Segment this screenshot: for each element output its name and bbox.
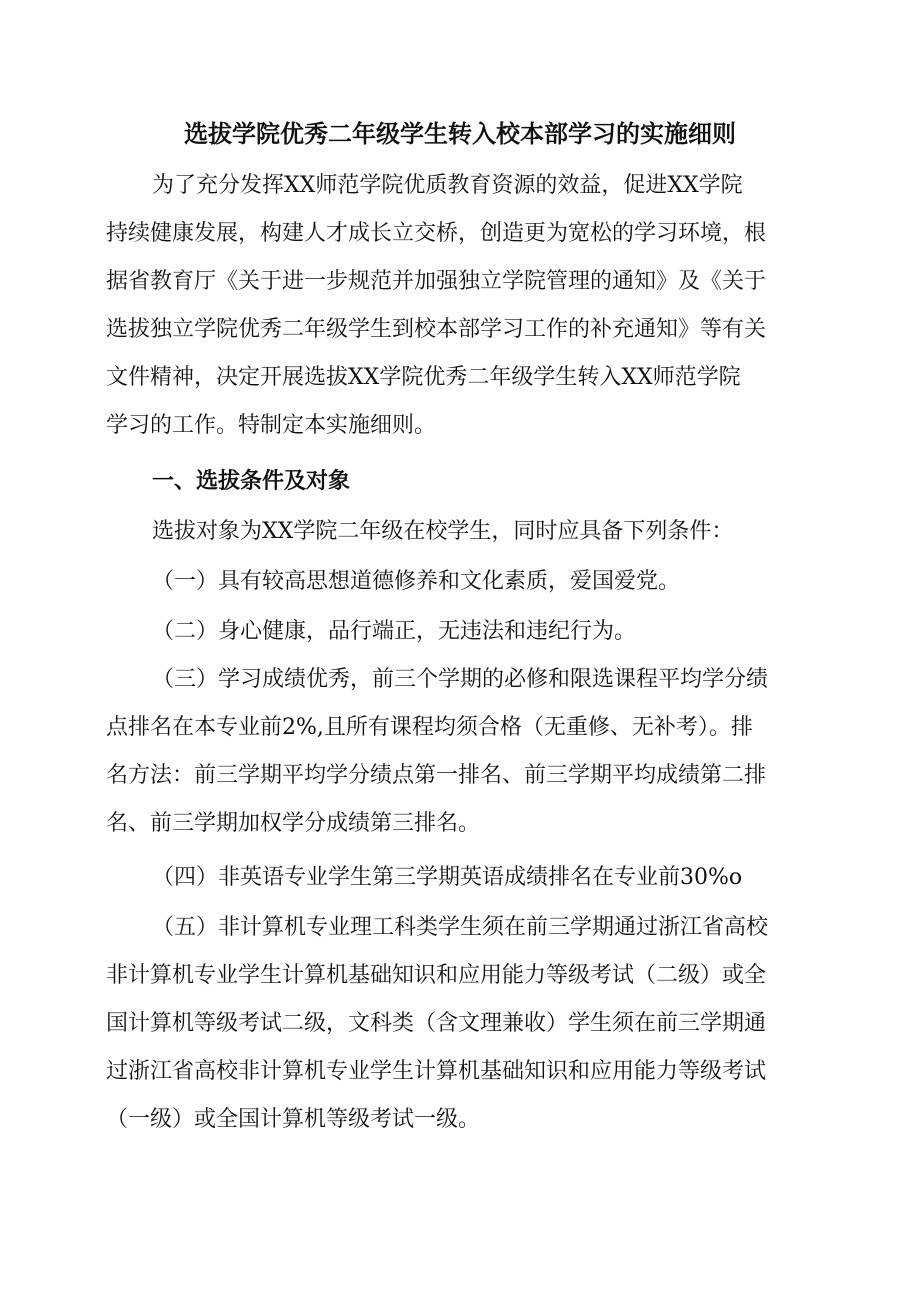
condition-2 (106, 608, 806, 656)
section-intro (106, 508, 806, 556)
condition-line: 非计算机专业学生计算机基础知识和应用能力等级考试（二级）或全 (106, 963, 767, 988)
condition-line: （一）具有较高思想道德修养和文化素质，爱国爱党。 (152, 569, 681, 594)
intro-paragraph (106, 162, 806, 450)
condition-line: （一级）或全国计算机等级考试一级。 (106, 1107, 481, 1132)
intro-line: 据省教育厅《关于进一步规范并加强独立学院管理的通知》及《关于 (106, 269, 767, 294)
section-intro-line: 选拔对象为XX学院二年级在校学生，同时应具备下列条件： (152, 519, 734, 544)
condition-line: 过浙江省高校非计算机专业学生计算机基础知识和应用能力等级考试 (106, 1059, 767, 1084)
condition-5 (106, 904, 806, 1144)
intro-line: 持续健康发展，构建人才成长立交桥，创造更为宽松的学习环境，根 (106, 221, 767, 246)
section-heading: 一、选拔条件及对象 (152, 469, 351, 494)
condition-line: （四）非英语专业学生第三学期英语成绩排名在专业前30%o (152, 865, 743, 890)
condition-line: （五）非计算机专业理工科类学生须在前三学期通过浙江省高校 (152, 915, 769, 940)
document-title: 选拔学院优秀二年级学生转入校本部学习的实施细则 (184, 120, 736, 148)
intro-line: 学习的工作。特制定本实施细则。 (106, 413, 437, 438)
intro-line: 为了充分发挥XX师范学院优质教育资源的效益，促进XX学院 (152, 173, 743, 198)
condition-line: （二）身心健康，品行端正，无违法和违纪行为。 (152, 619, 637, 644)
intro-line: 选拔独立学院优秀二年级学生到校本部学习工作的补充通知》等有关 (106, 317, 767, 342)
condition-line: （三）学习成绩优秀，前三个学期的必修和限选课程平均学分绩 (152, 667, 769, 692)
condition-3 (106, 656, 806, 848)
condition-line: 点排名在本专业前2%,且所有课程均须合格（无重修、无补考）。排 (106, 715, 753, 740)
condition-1 (106, 558, 806, 606)
condition-4 (106, 854, 806, 902)
intro-line: 文件精神，决定开展选拔XX学院优秀二年级学生转入XX师范学院 (106, 365, 741, 390)
condition-line: 名方法：前三学期平均学分绩点第一排名、前三学期平均成绩第二排 (106, 763, 767, 788)
condition-line: 名、前三学期加权学分成绩第三排名。 (106, 811, 481, 836)
condition-line: 国计算机等级考试二级，文科类（含文理兼收）学生须在前三学期通 (106, 1011, 767, 1036)
